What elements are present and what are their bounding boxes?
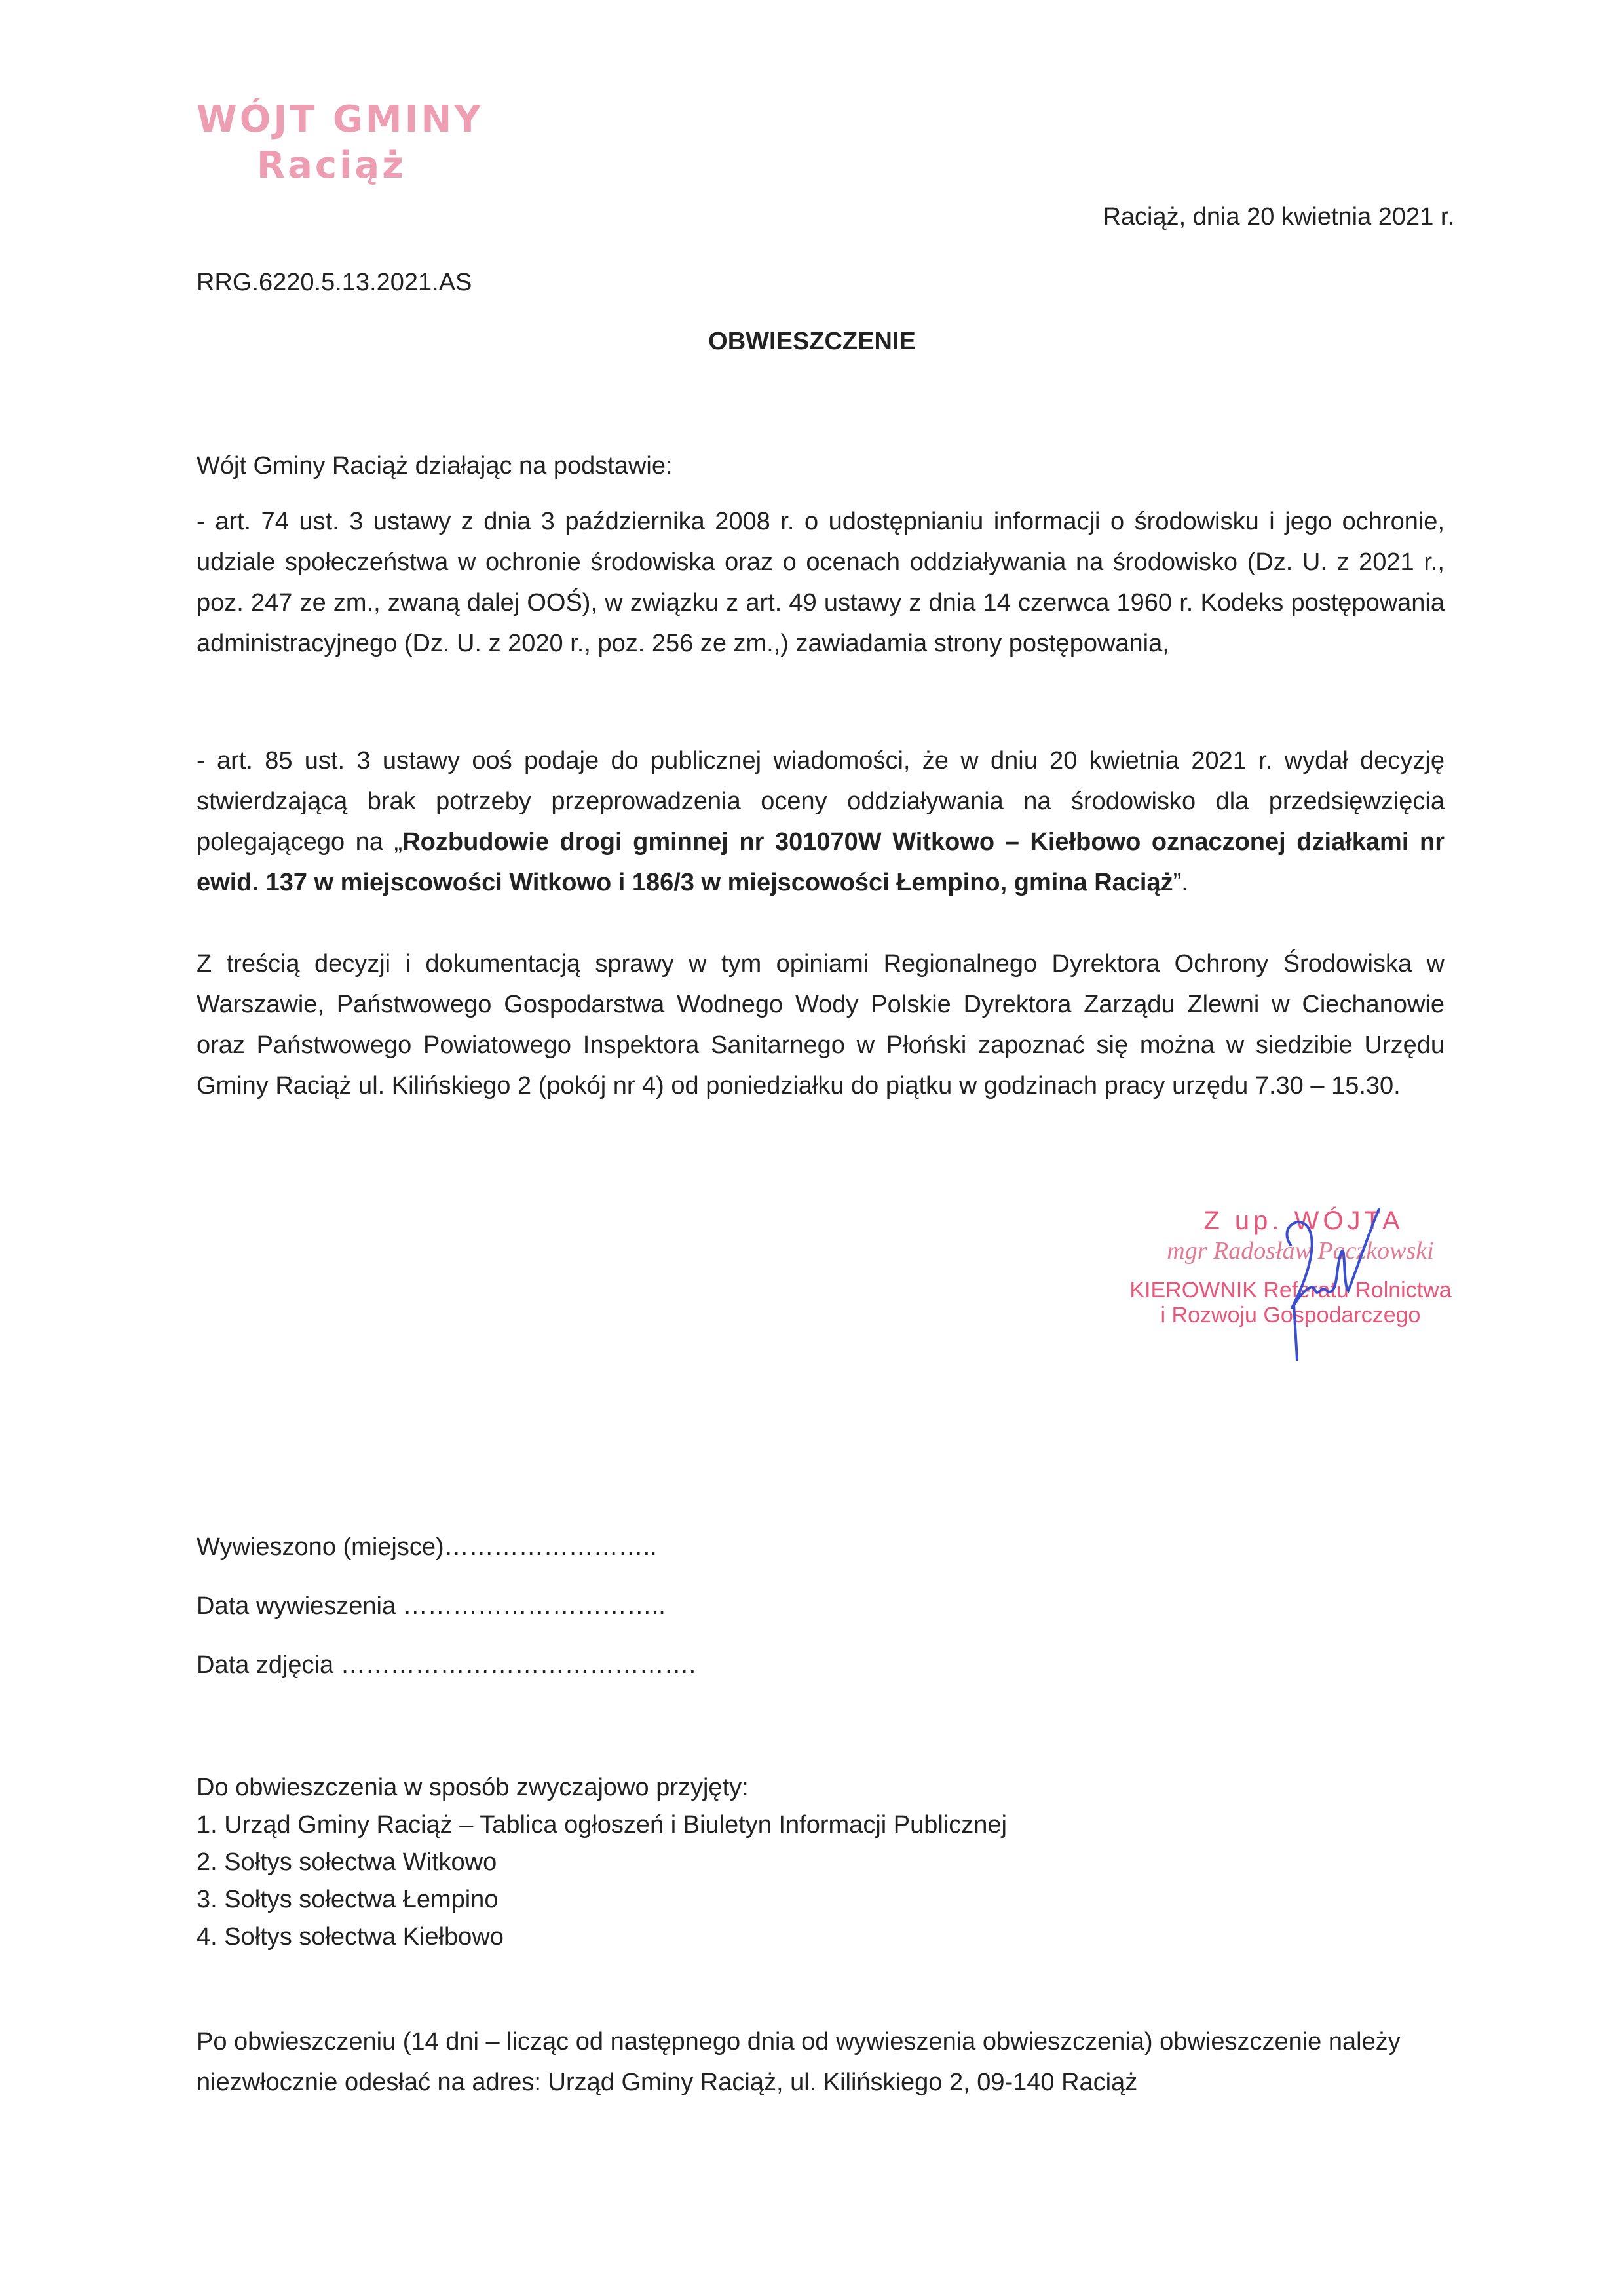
paragraph-art-74: - art. 74 ust. 3 ustawy z dnia 3 października 2008 r. o udostępnianiu informacji o środowisku i jego ochronie, udziale społeczeństwa w ochronie środowiska oraz o ocenach oddziaływania na środowisko (Dz. U. z 2021 r., poz. 247 ze zm., zwaną dalej OOŚ), w związku z art. 49 ustawy z dnia 14 czerwca 1960 r. Kodeks postępowania administracyjnego (Dz. U. z 2020 r., poz. 256 ze zm.,) zawiadamia strony postępowania, xyxy=(197,508,1445,657)
posted-place-field: Wywieszono (miejsce)…………………….. xyxy=(197,1533,657,1561)
office-stamp-line1: WÓJT GMINY xyxy=(197,98,483,141)
distribution-item: 4. Sołtys sołectwa Kiełbowo xyxy=(197,1923,504,1951)
removed-date-field: Data zdjęcia ……………………………………. xyxy=(197,1651,696,1679)
posted-date-field: Data wywieszenia ………………………….. xyxy=(197,1592,666,1620)
signature-stamp-line1: Z up. WÓJTA xyxy=(1203,1206,1404,1235)
signature-stamp-department: i Rozwoju Gospodarczego xyxy=(1160,1303,1421,1328)
document-title: OBWIESZCZENIE xyxy=(708,328,916,355)
distribution-item: 3. Sołtys sołectwa Łempino xyxy=(197,1886,499,1913)
project-name: Rozbudowie drogi gminnej nr 301070W Witkowo – Kiełbowo oznaczonej działkami nr ewid. 137 w miejscowości Witkowo i 186/3 w miejscowości Łempino, gmina Raciąż xyxy=(197,828,1445,896)
office-stamp-line2: Raciąż xyxy=(257,144,406,187)
signature-stamp-name: mgr Radosław Paczkowski xyxy=(1167,1237,1434,1265)
paragraph-art-85-tail: ”. xyxy=(1173,869,1188,896)
paragraph-art-85 xyxy=(197,740,1445,903)
return-instructions: Po obwieszczeniu (14 dni – licząc od następnego dnia od wywieszenia obwieszczenia) obwieszczenie należy niezwłocznie odesłać na adres: Urząd Gminy Raciąż, ul. Kilińskiego 2, 09-140 Raciąż xyxy=(197,2028,1401,2096)
signature-stamp-position: KIEROWNIK Referatu Rolnictwa xyxy=(1129,1278,1452,1303)
distribution-heading: Do obwieszczenia w sposób zwyczajowo przyjęty: xyxy=(197,1774,749,1801)
handwritten-signature-icon xyxy=(1264,1206,1382,1363)
paragraph-access-info: Z treścią decyzji i dokumentacją sprawy w tym opiniami Regionalnego Dyrektora Ochrony Środowiska w Warszawie, Państwowego Gospodarstwa Wodnego Wody Polskie Dyrektora Zarządu Zlewni w Ciechanowie oraz Państwowego Powiatowego Inspektora Sanitarnego w Płoński zapoznać się można w siedzibie Urzędu Gminy Raciąż ul. Kilińskiego 2 (pokój nr 4) od poniedziałku do piątku w godzinach pracy urzędu 7.30 – 15.30. xyxy=(197,950,1445,1100)
place-date: Raciąż, dnia 20 kwietnia 2021 r. xyxy=(1103,203,1454,231)
paragraph-art-85-lead: - art. 85 ust. 3 ustawy ooś podaje do publicznej wiadomości, że w dniu 20 kwietnia 2021 r. wydał decyzję stwierdzającą brak potrzeby przeprowadzenia oceny oddziaływania na środowisko dla przedsięwzięcia polegającego na „ xyxy=(197,747,1445,856)
reference-number: RRG.6220.5.13.2021.AS xyxy=(197,269,472,296)
distribution-item: 1. Urząd Gminy Raciąż – Tablica ogłoszeń i Biuletyn Informacji Publicznej xyxy=(197,1811,1007,1839)
distribution-item: 2. Sołtys sołectwa Witkowo xyxy=(197,1848,497,1876)
intro-text: Wójt Gminy Raciąż działając na podstawie: xyxy=(197,452,673,480)
distribution-list xyxy=(197,1769,1007,1956)
office-stamp xyxy=(197,97,485,189)
